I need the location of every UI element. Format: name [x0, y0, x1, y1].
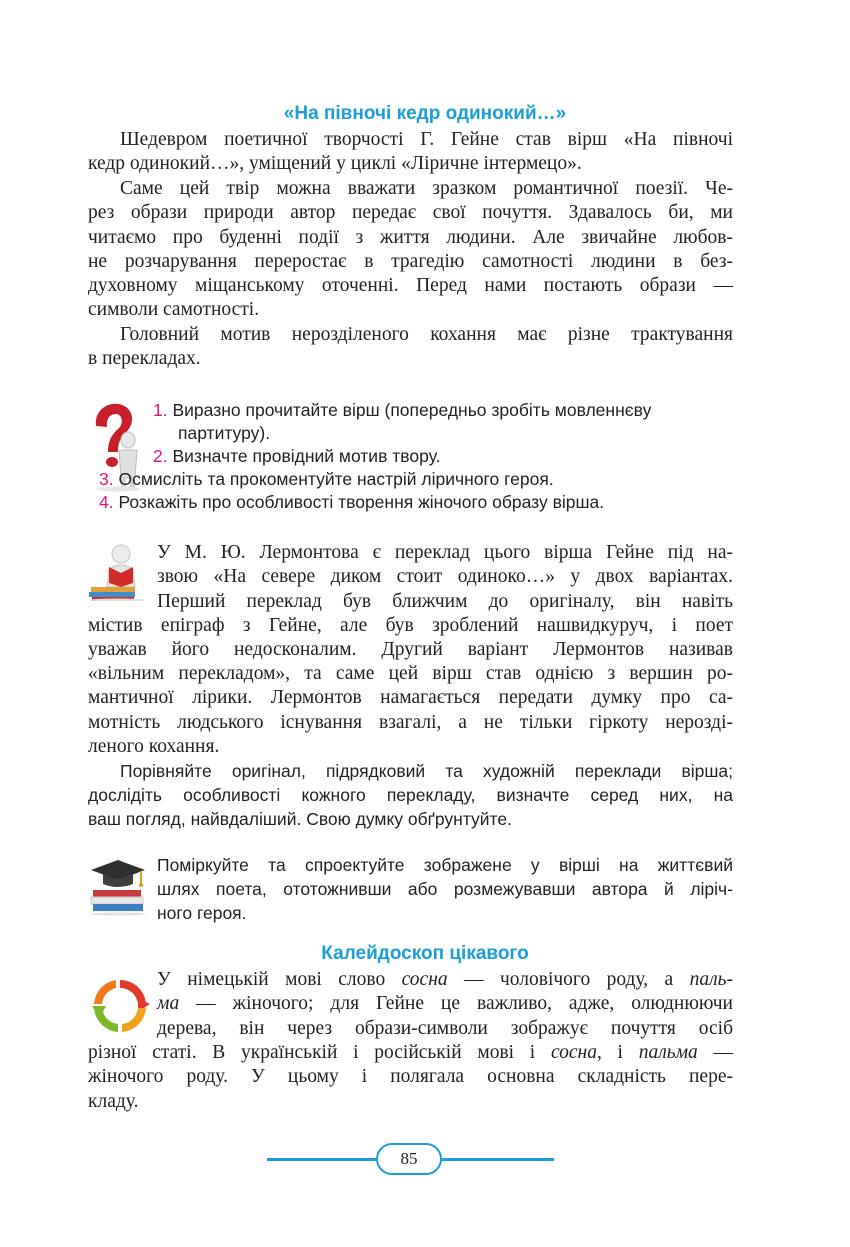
- task-line: ного героя.: [157, 903, 247, 923]
- section-title: «На півночі кедр одинокий…»: [283, 103, 567, 124]
- text-run: —: [697, 1042, 734, 1063]
- text-line: уважав його недосконалим. Другий варіант Лермонтов називав: [88, 639, 733, 660]
- footer-rule-left: [267, 1158, 378, 1161]
- page-number: 85: [376, 1143, 442, 1175]
- text-line: містив епіграф з Гейне, але був зроблений нашвидкуруч, і поет: [88, 615, 733, 636]
- text-line: кладу.: [88, 1091, 139, 1112]
- question-item: [178, 421, 270, 445]
- text-line: Шедевром поетичної творчості Г. Гейне став вірш «На півночі: [120, 129, 733, 150]
- graduation-cap-books-icon: [87, 856, 149, 916]
- text-line: леного кохання.: [88, 736, 220, 757]
- task-line: дослідіть особливості кожного перекладу, визначте серед них, на: [88, 785, 733, 805]
- text-line: Головний мотив нерозділеного кохання має різне трактування: [120, 324, 733, 345]
- text-run: У німецькій мові слово: [157, 969, 402, 990]
- text-run: — жіночого; для Гейне це важливо, адже, олюднюючи: [179, 993, 733, 1014]
- text-line: духовному міщанському оточенні. Перед нами постають образи —: [88, 275, 733, 296]
- question-item: [99, 467, 554, 491]
- kaleidoscope-title: Калейдоскоп цікавого: [321, 943, 529, 964]
- text-line: жіночого роду. У цьому і полягала основна складність пере-: [88, 1066, 733, 1087]
- italic-word: ма: [157, 993, 180, 1014]
- italic-word: пальма: [638, 1042, 698, 1063]
- question-number: 2.: [153, 446, 168, 466]
- question-number: 4.: [99, 492, 114, 512]
- text-line: [88, 1041, 733, 1065]
- question-number: 3.: [99, 469, 114, 489]
- text-line: [157, 968, 733, 992]
- text-line: «вільним перекладом», та саме цей вірш став однією з вершин ро-: [88, 663, 733, 684]
- text-line: символи самотності.: [88, 299, 260, 320]
- text-line: Перший переклад був ближчим до оригіналу, він навіть: [157, 591, 733, 612]
- task-line: шлях поета, ототожнивши або розмежувавши автора й ліріч-: [157, 879, 733, 899]
- text-run: різної статі. В українській і російській мові і: [88, 1042, 551, 1063]
- question-item: [153, 398, 651, 422]
- text-line: читаємо про буденні події з життя людини. Але звичайне любов-: [88, 227, 733, 248]
- question-text: Осмисліть та прокоментуйте настрій ліричного героя.: [118, 469, 554, 489]
- italic-word: сосна: [550, 1042, 597, 1063]
- text-run: — чоловічого роду, а: [447, 969, 690, 990]
- task-line: ваш погляд, найвдаліший. Свою думку обґрунтуйте.: [88, 809, 512, 829]
- question-text: партитуру).: [178, 423, 271, 443]
- text-line: не розчарування переростає в трагедію самотності людини в без-: [88, 251, 733, 272]
- text-line: рез образи природи автор передає свої почуття. Здавалось би, ми: [88, 202, 733, 223]
- question-item: [153, 444, 441, 468]
- text-line: мотність людського існування взагалі, а не тільки гіркоту нерозді-: [88, 712, 733, 733]
- text-line: звою «На севере диком стоит одиноко…» у двох варіантах.: [157, 566, 733, 587]
- text-line: в перекладах.: [88, 348, 201, 369]
- text-line: мантичної лірики. Лермонтов намагається передати думку про са-: [88, 687, 733, 708]
- text-line: кедр одинокий…», уміщений у циклі «Ліричне інтермецо».: [88, 153, 582, 174]
- task-line: Поміркуйте та спроектуйте зображене у вірші на життєвий: [157, 855, 733, 875]
- person-reading-books-icon: [87, 543, 149, 601]
- question-text: Розкажіть про особливості творення жіночого образу вірша.: [118, 492, 605, 512]
- text-run: , і: [596, 1042, 639, 1063]
- italic-word: сосна: [401, 969, 448, 990]
- footer-rule-right: [440, 1158, 554, 1161]
- text-line: У М. Ю. Лермонтова є переклад цього вірша Гейне під на-: [157, 542, 733, 563]
- question-text: Визначте провідний мотив твору.: [172, 446, 441, 466]
- text-line: Саме цей твір можна вважати зразком романтичної поезії. Че-: [120, 178, 733, 199]
- question-number: 1.: [153, 400, 168, 420]
- question-text: Виразно прочитайте вірш (попередньо зробіть мовленнєву: [172, 400, 652, 420]
- text-line: [157, 992, 733, 1016]
- circular-arrows-icon: [88, 974, 152, 1038]
- task-line: Порівняйте оригінал, підрядковий та художній переклади вірша;: [120, 761, 733, 781]
- text-line: дерева, він через образи-символи зображує почуття осіб: [157, 1018, 733, 1039]
- question-item: [99, 490, 604, 514]
- italic-word: паль-: [689, 969, 733, 990]
